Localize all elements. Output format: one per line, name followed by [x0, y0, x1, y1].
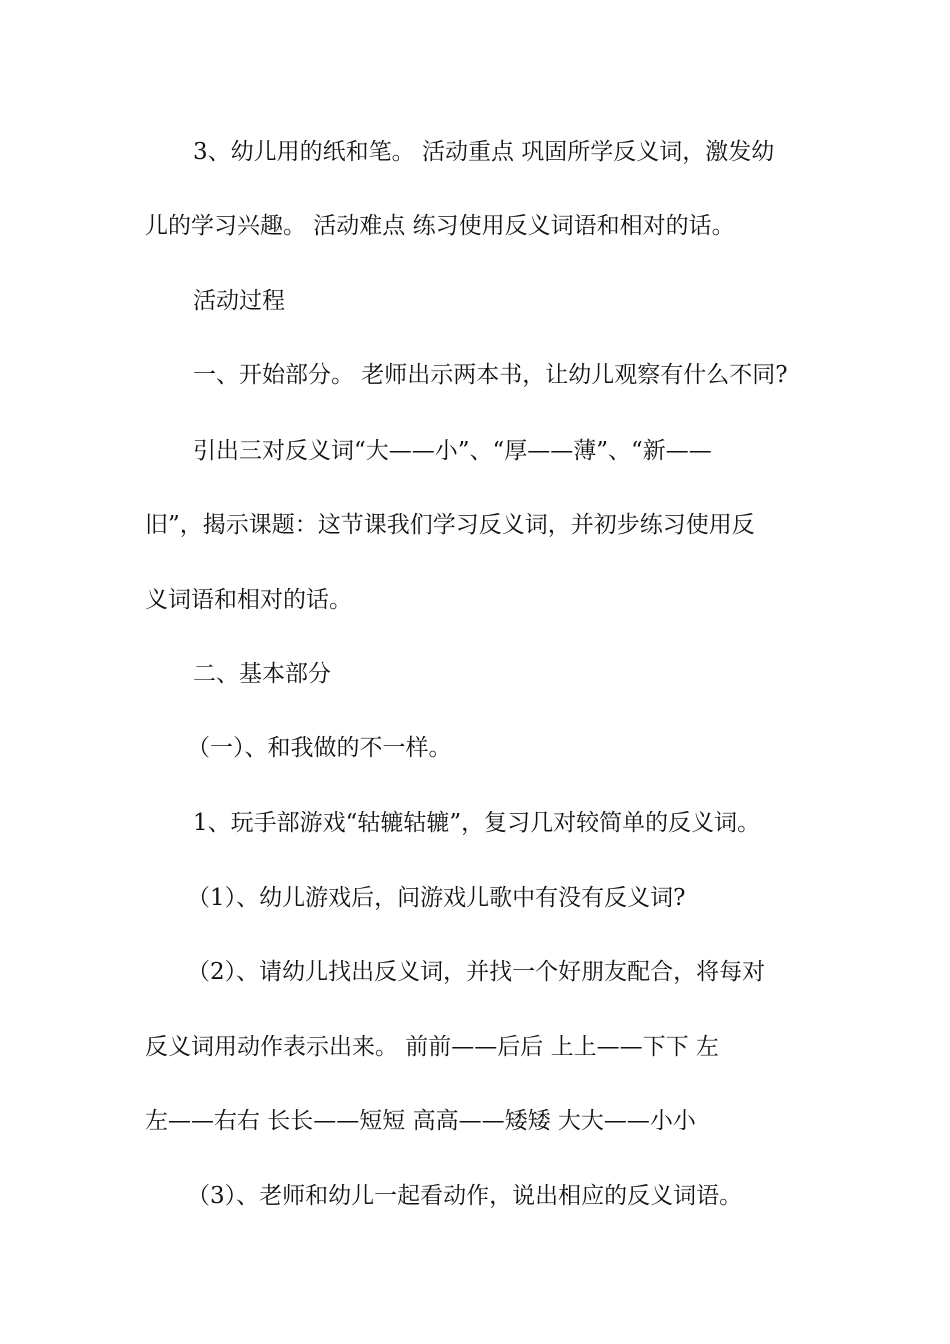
paragraph-antonym-pairs: 引出三对反义词“大——小”、“厚——薄”、“新—— [193, 438, 712, 464]
paragraph-materials-and-key-points-continued: 儿的学习兴趣。 活动难点 练习使用反义词语和相对的话。 [145, 213, 735, 239]
paragraph-step-1: （1）、幼儿游戏后，问游戏儿歌中有没有反义词? [187, 885, 686, 911]
section-heading-basic-part: 二、基本部分 [193, 661, 331, 687]
paragraph-opening-part: 一、开始部分。 老师出示两本书，让幼儿观察有什么不同? [193, 362, 788, 388]
subsection-heading-do-differently: （一）、和我做的不一样。 [187, 735, 452, 761]
section-heading-activity-process: 活动过程 [193, 288, 285, 314]
paragraph-antonym-pairs-continued-1: 旧”，揭示课题：这节课我们学习反义词，并初步练习使用反 [145, 512, 755, 538]
paragraph-hand-game: 1、玩手部游戏“轱辘轱辘”，复习几对较简单的反义词。 [193, 810, 761, 836]
paragraph-step-3: （3）、老师和幼儿一起看动作，说出相应的反义词语。 [187, 1183, 743, 1209]
paragraph-step-2: （2）、请幼儿找出反义词，并找一个好朋友配合，将每对 [187, 959, 766, 985]
paragraph-step-2-continued-1: 反义词用动作表示出来。 前前——后后 上上——下下 左 [145, 1034, 719, 1060]
paragraph-antonym-pairs-continued-2: 义词语和相对的话。 [145, 587, 352, 613]
paragraph-step-2-continued-2: 左——右右 长长——短短 高高——矮矮 大大——小小 [145, 1108, 696, 1134]
paragraph-materials-and-key-points: 3、幼儿用的纸和笔。 活动重点 巩固所学反义词，激发幼 [193, 139, 775, 165]
